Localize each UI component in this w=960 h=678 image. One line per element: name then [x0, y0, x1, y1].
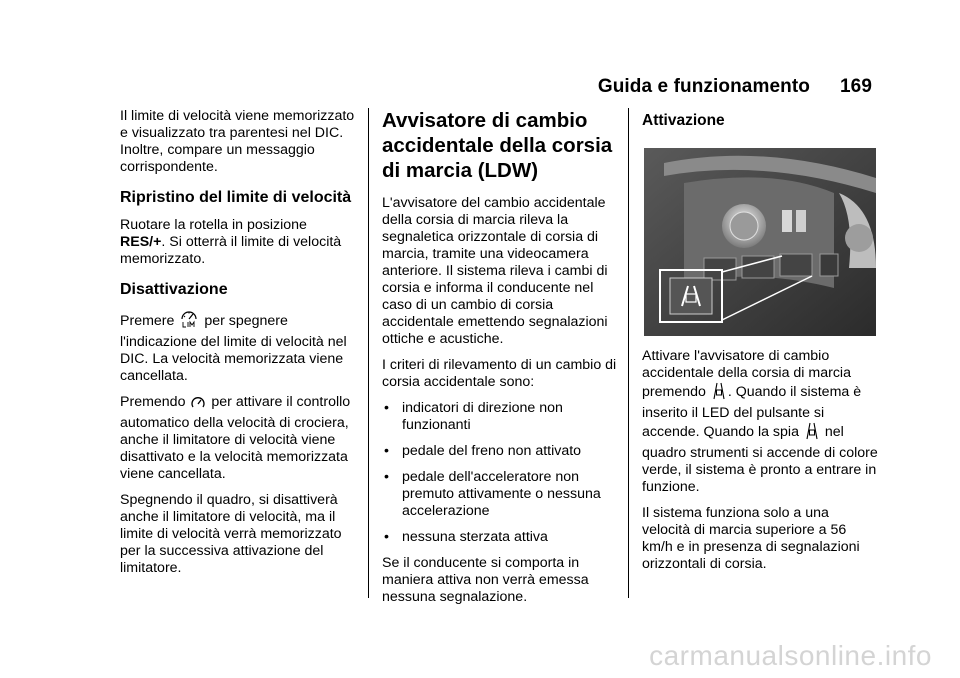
column-1: [120, 108, 360, 586]
disattivazione-heading: Disattivazione: [120, 281, 228, 298]
disattivazione-text-b: per spegnere l'indicazione del limite di velocità nel DIC. La velocità memorizzata viene cancellata.: [120, 313, 347, 384]
attivazione-text-c: nel quadro strumenti si accende di colore verde, il sistema è pronto a entrare in funzione.: [642, 424, 878, 495]
attivazione-text: [642, 348, 878, 496]
ripristino-text-a: Ruotare la rotella in posizione: [120, 217, 307, 233]
ldw-intro-text: L'avvisatore del cambio accidentale della corsia di marcia rileva la segnaletica orizzontale di corsia di marcia, tramite una videocamera anteriore. Il sistema rileva i cambi di corsia e informa il conducente nel caso di un cambio di corsia accidentale emettendo segnalazioni ottiche e acustiche.: [382, 195, 608, 347]
watermark: carmanualsonline.info: [649, 640, 932, 671]
lane-departure-icon: [712, 382, 726, 405]
section-title: Guida e funzionamento: [597, 76, 810, 97]
ldw-criteria-list: [382, 400, 617, 546]
column-3: [642, 108, 878, 582]
page-number: 169: [839, 76, 872, 97]
list-item: • indicatori di direzione non funzionanti: [382, 400, 617, 434]
ldw-criteria-intro: I criteri di rilevamento di un cambio di corsia accidentale sono:: [382, 357, 617, 390]
ldw-title: Avvisatore di cambio accidentale della corsia di marcia (LDW): [382, 109, 613, 182]
attivazione-text-b: . Quando il sistema è inserito il LED del pulsante si accende. Quando la spia: [642, 384, 862, 440]
column-2: [382, 108, 617, 615]
cruise-text: [120, 394, 360, 483]
ripristino-text: [120, 217, 360, 268]
ripristino-text-b: . Si otterrà il limite di velocità memorizzato.: [120, 234, 342, 267]
page-header: [598, 76, 872, 98]
res-plus-label: RES/+: [120, 234, 162, 250]
speed-limit-stored-text: Il limite di velocità viene memorizzato e visualizzato tra parentesi nel DIC. Inoltre, compare un messaggio corrispondente.: [120, 108, 355, 175]
disattivazione-text: [120, 309, 360, 385]
list-item: • pedale dell'acceleratore non premuto attivamente o nessuna accelerazione: [382, 469, 617, 520]
column-divider-1: [368, 108, 369, 598]
ripristino-heading: Ripristino del limite di velocità: [120, 189, 352, 206]
attivazione-text-a: Attivare l'avvisatore di cambio accidentale della corsia di marcia premendo: [642, 348, 851, 400]
speed-condition-text: Il sistema funziona solo a una velocità di marcia superiore a 56 km/h e in presenza di segnalazioni orizzontali di corsia.: [642, 505, 860, 572]
list-item: • nessuna sterzata attiva: [382, 529, 617, 546]
speed-limiter-icon: [180, 309, 198, 334]
attivazione-heading: Attivazione: [642, 112, 725, 129]
ldw-active-driver-text: Se il conducente si comporta in maniera attiva non verrà emessa nessuna segnalazione.: [382, 555, 589, 605]
cruise-text-b: per attivare il controllo automatico della velocità di crociera, anche il limitatore di velocità viene disattivato e la velocità memorizzata viene cancellata.: [120, 394, 351, 482]
disattivazione-text-a: Premere: [120, 313, 175, 329]
lane-departure-icon: [805, 422, 819, 445]
column-divider-2: [628, 108, 629, 598]
cruise-text-a: Premendo: [120, 394, 186, 410]
dashboard-button-photo: [644, 148, 876, 336]
ignition-off-text: Spegnendo il quadro, si disattiverà anche il limitatore di velocità, ma il limite di velocità verrà memorizzato per la successiva attivazione del limitatore.: [120, 492, 342, 576]
list-item: • pedale del freno non attivato: [382, 443, 617, 460]
cruise-control-icon: [191, 396, 205, 415]
